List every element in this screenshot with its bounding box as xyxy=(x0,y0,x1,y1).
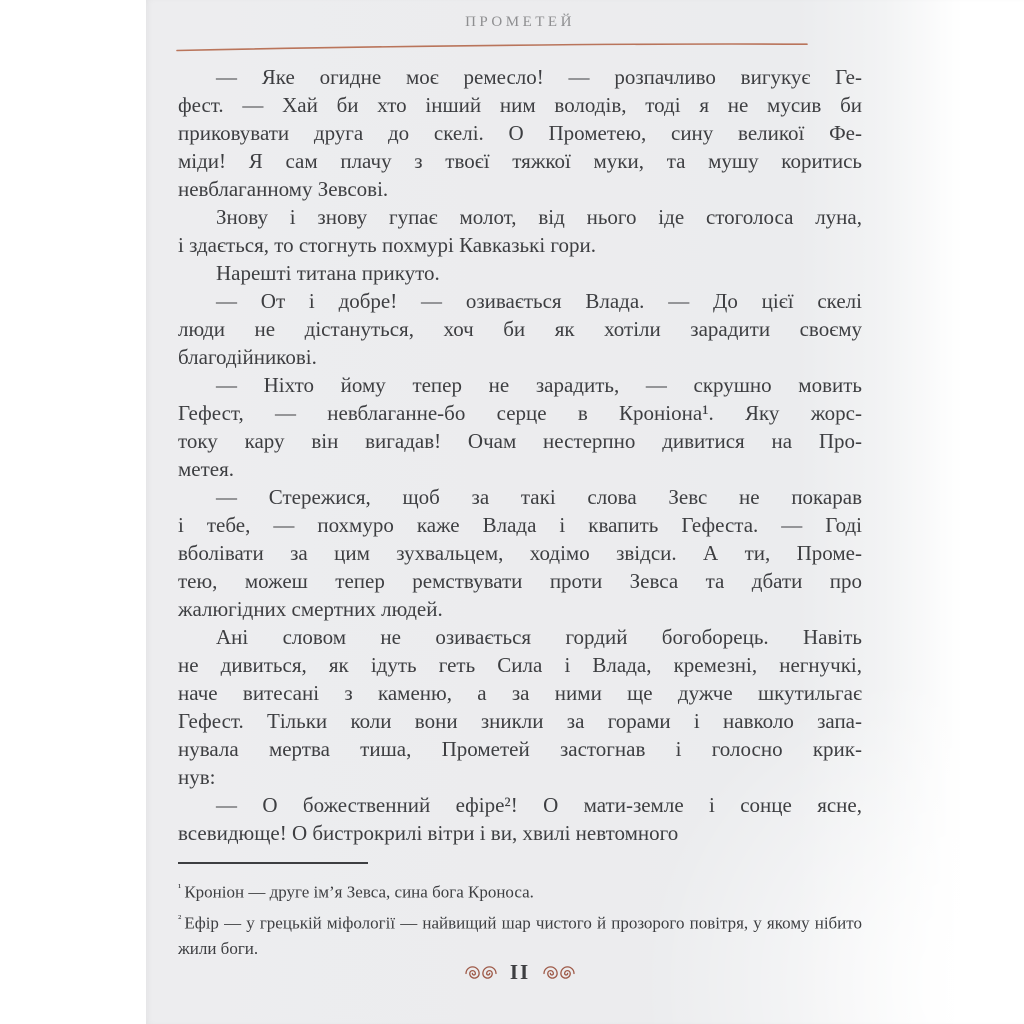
page-content xyxy=(178,0,862,1024)
text-line: приковувати друга до скелі. О Прометею, сину великої Фе- xyxy=(178,121,862,145)
text-line: Ані словом не озивається гордий богоборець. Навіть xyxy=(216,625,862,649)
text-line: — Стережися, щоб за такі слова Зевс не покарав xyxy=(216,485,862,509)
text-line: і здається, то стогнуть похмурі Кавказькі гори. xyxy=(178,233,596,257)
text-line: фест. — Хай би хто інший ним володів, тоді я не мусив би xyxy=(178,93,862,117)
text-line: Гефест, — невблаганне-бо серце в Кроніона¹. Яку жорс- xyxy=(178,401,862,425)
text-line: — О божественний ефіре²! О мати-земле і сонце ясне, xyxy=(216,793,862,817)
footnotes xyxy=(178,875,862,962)
paragraph xyxy=(178,287,862,371)
text-line: наче витесані з каменю, а за ними ще дужче шкутильгає xyxy=(178,681,862,705)
text-line: Гефест. Тільки коли вони зникли за горами і навколо запа- xyxy=(178,709,862,733)
text-line: невблаганному Зевсові. xyxy=(178,177,389,201)
text-line: — От і добре! — озивається Влада. — До цієї скелі xyxy=(216,289,862,313)
text-line: — Яке огидне моє ремесло! — розпачливо вигукує Ге- xyxy=(216,65,862,89)
footnote xyxy=(178,906,862,963)
text-line: току кару він вигадав! Очам нестерпно дивитися на Про- xyxy=(178,429,862,453)
footnote-separator xyxy=(178,862,368,864)
text-line: — Ніхто йому тепер не зарадить, — скрушно мовить xyxy=(216,373,862,397)
text-line: благодійникові. xyxy=(178,345,317,369)
footnote-text: Ефір — у грецькій міфології — найвищий шар чистого й прозорого повітря, у якому нібито жили боги. xyxy=(178,913,862,959)
running-head-title: ПРОМЕТЕЙ xyxy=(465,14,575,30)
paragraph xyxy=(178,623,862,791)
footnote-marker: ¹ xyxy=(178,882,182,894)
text-line: і тебе, — похмуро каже Влада і квапить Гефеста. — Годі xyxy=(178,513,862,537)
footnote-text: Кроніон — друге ім’я Зевса, сина бога Кроноса. xyxy=(184,882,534,902)
page-number: II xyxy=(509,960,531,984)
footnote-marker: ² xyxy=(178,912,182,925)
text-line: міди! Я сам плачу з твоєї тяжкої муки, та мушу коритись xyxy=(178,149,862,173)
header-rule-ornament xyxy=(175,41,809,53)
text-line: всевидюще! О бистрокрилі вітри і ви, хвилі невтомного xyxy=(178,821,679,845)
footnote xyxy=(178,875,862,906)
text-line: тею, можеш тепер ремствувати проти Зевса та дбати про xyxy=(178,569,862,593)
text-line: нув: xyxy=(178,765,216,789)
paragraph xyxy=(178,371,862,483)
text-line: жалюгідних смертних людей. xyxy=(178,597,443,621)
paragraph xyxy=(178,483,862,623)
flourish-left-icon xyxy=(465,965,497,980)
book-page xyxy=(146,0,1024,1024)
page-footer xyxy=(178,960,862,985)
text-line: не дивиться, як ідуть геть Сила і Влада, кремезні, негнучкі, xyxy=(178,653,862,677)
text-line: вболівати за цим зухвальцем, ходімо звідси. А ти, Проме- xyxy=(178,541,862,565)
paragraph xyxy=(178,791,862,847)
text-line: метея. xyxy=(178,457,235,481)
text-line: нувала мертва тиша, Прометей застогнав і голосно крик- xyxy=(178,737,862,761)
text-line: Знову і знову гупає молот, від нього іде стоголоса луна, xyxy=(216,205,862,229)
text-line: люди не дістануться, хоч би як хотіли зарадити своєму xyxy=(178,317,862,341)
paragraph xyxy=(178,63,862,203)
paragraph xyxy=(178,203,862,259)
body-text xyxy=(178,63,862,847)
running-head xyxy=(178,14,862,31)
flourish-right-icon xyxy=(543,965,575,980)
paragraph xyxy=(178,259,862,287)
text-line: Нарешті титана прикуто. xyxy=(216,261,440,285)
